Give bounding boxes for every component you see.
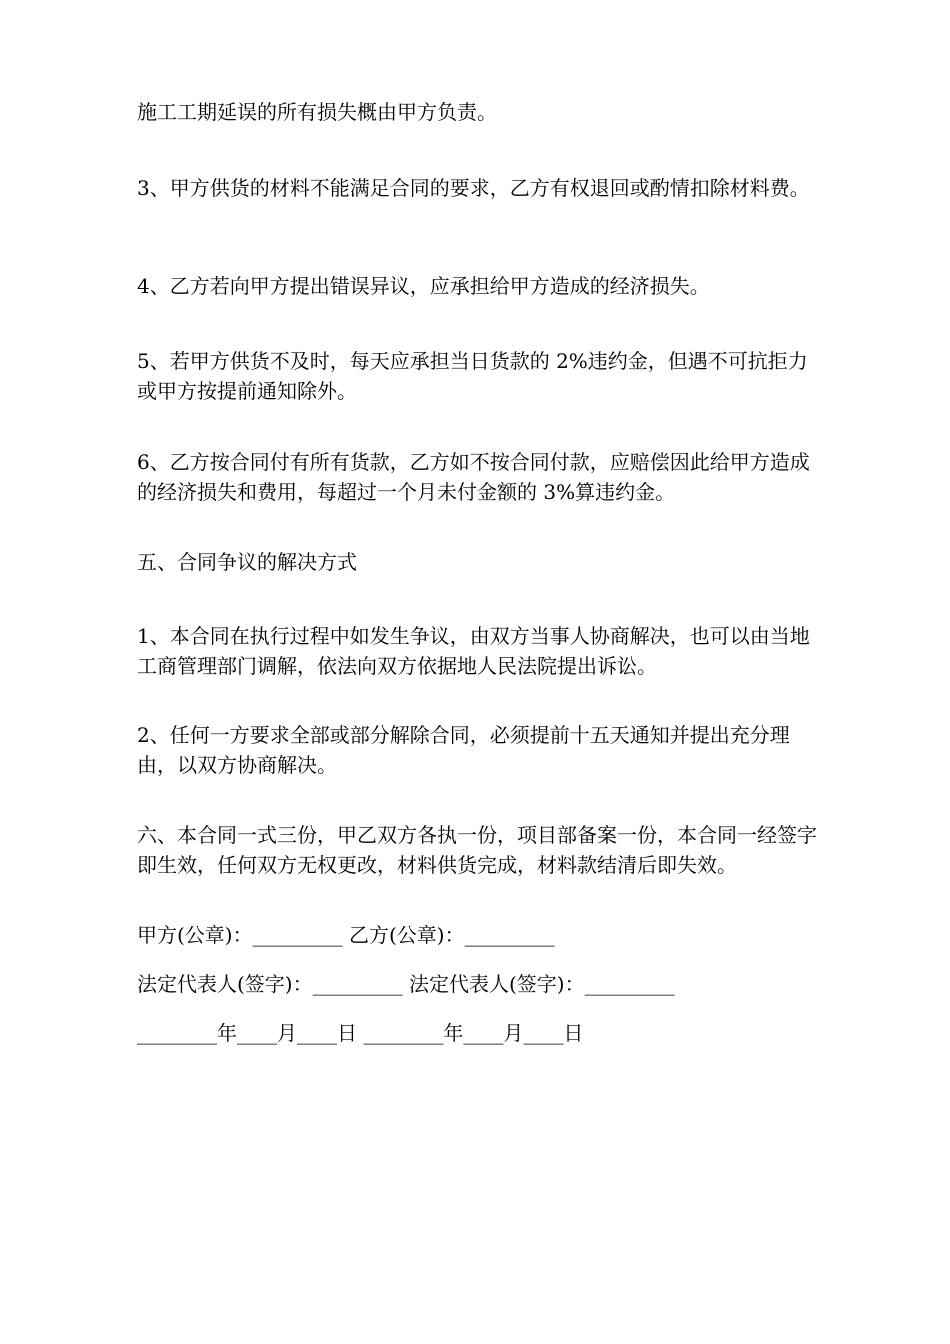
paragraph-dispute-2: 2、任何一方要求全部或部分解除合同，必须提前十五天通知并提出充分理由，以双方协商解决。 <box>137 723 790 777</box>
paragraph-clause-5: 5、若甲方供货不及时，每天应承担当日货款的 2%违约金，但遇不可抗拒力或甲方按提前通知除外。 <box>137 349 808 403</box>
paragraph-delay-liability: 施工工期延误的所有损失概由甲方负责。 <box>137 100 497 124</box>
signature-representative-line: 法定代表人(签字)：_________ 法定代表人(签字)：_________ <box>137 972 675 996</box>
paragraph-clause-6: 6、乙方按合同付有所有货款，乙方如不按合同付款，应赔偿因此给甲方造成的经济损失和费用，每超过一个月未付金额的 3%算违约金。 <box>137 450 810 504</box>
paragraph-copies: 六、本合同一式三份，甲乙双方各执一份，项目部备案一份，本合同一经签字即生效，任何双方无权更改，材料供货完成，材料款结清后即失效。 <box>137 823 817 877</box>
paragraph-clause-3: 3、甲方供货的材料不能满足合同的要求，乙方有权退回或酌情扣除材料费。 <box>137 176 810 200</box>
section-heading-dispute: 五、合同争议的解决方式 <box>137 550 357 574</box>
signature-date-line: ________年____月____日 ________年____月____日 <box>137 1021 584 1045</box>
paragraph-dispute-1: 1、本合同在执行过程中如发生争议，由双方当事人协商解决，也可以由当地工商管理部门调解，依法向双方依据地人民法院提出诉讼。 <box>137 624 810 678</box>
paragraph-clause-4: 4、乙方若向甲方提出错误异议，应承担给甲方造成的经济损失。 <box>137 274 710 298</box>
signature-seal-line: 甲方(公章)：_________ 乙方(公章)：_________ <box>137 923 555 947</box>
